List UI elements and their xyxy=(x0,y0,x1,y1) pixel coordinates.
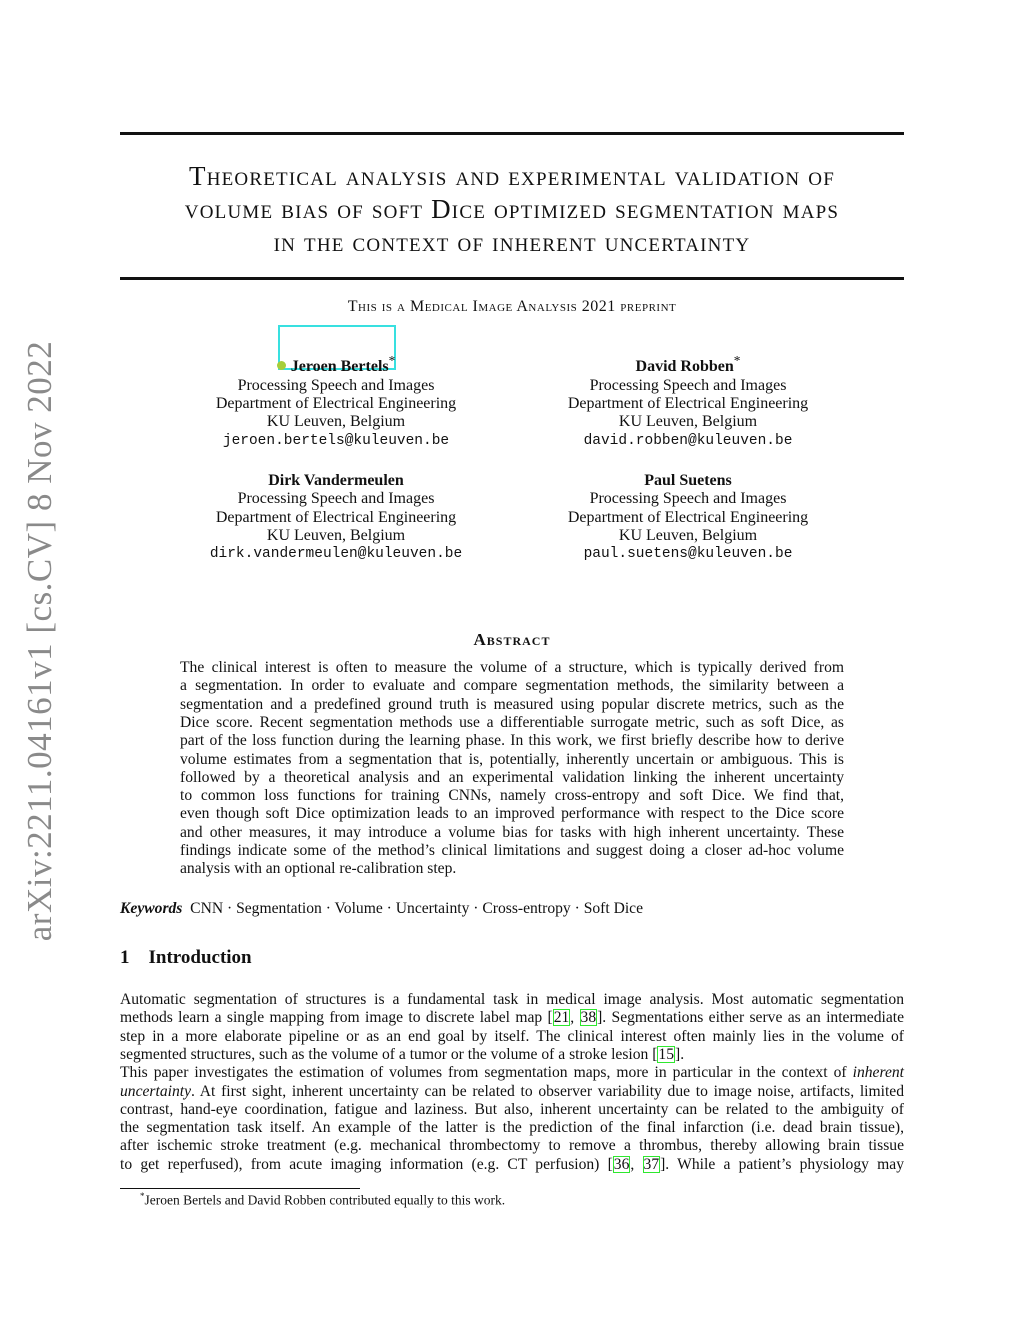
author-email[interactable]: david.robben@kuleuven.be xyxy=(583,432,793,449)
emphasis-text: inherent xyxy=(852,1064,904,1082)
title-line: Theoretical analysis and experimental validation of xyxy=(189,161,835,191)
author-affiliation: KU Leuven, Belgium xyxy=(266,526,406,544)
section-number: 1 xyxy=(120,947,130,968)
abstract-line: The clinical interest is often to measure the volume of a structure, which is typically derived from xyxy=(180,659,844,676)
author-block xyxy=(156,352,516,450)
author-name[interactable]: Jeroen Bertels xyxy=(290,358,389,376)
author-dept: Department of Electrical Engineering xyxy=(567,394,809,412)
text-segment: Automatic segmentation of structures is a fundamental task in medical image analysis. Most automatic segmentation xyxy=(120,991,904,1008)
abstract-line: Dice score. Recent segmentation methods use a differentiable surrogate metric, such as soft Dice, as xyxy=(180,713,844,731)
author-email[interactable]: dirk.vandermeulen@kuleuven.be xyxy=(209,546,463,563)
abstract-line: and other measures, it may introduce a volume bias for tasks with high inherent uncertainty. These xyxy=(180,823,844,841)
author-email[interactable]: paul.suetens@kuleuven.be xyxy=(583,546,793,563)
footnote-mark: * xyxy=(140,1191,145,1201)
abstract-line: a segmentation. In order to evaluate and compare segmentation methods, the similarity between a xyxy=(180,677,844,695)
text-segment: . At first sight, inherent uncertainty can be related to observer variability due to image noise, artifacts, limited xyxy=(191,1082,904,1100)
emphasis-text: uncertainty xyxy=(120,1082,192,1100)
text-segment: ]. Segmentations either serve as an intermediate xyxy=(597,1009,904,1027)
text-segment: This paper investigates the estimation of volumes from segmentation maps, more in particular in the context of xyxy=(120,1064,853,1082)
footnote-rule xyxy=(120,1188,360,1189)
author-affiliation: KU Leuven, Belgium xyxy=(266,413,406,431)
abstract-line: analysis with an optional re-calibration step. xyxy=(180,860,457,878)
intro-line xyxy=(120,1064,904,1082)
citation-link[interactable]: 37 xyxy=(643,1155,660,1173)
abstract-line: followed by a theoretical analysis and an experimental validation linking the inherent uncertainty xyxy=(180,768,844,786)
text-segment: to get reperfused), from acute imaging information (e.g. CT perfusion) [ xyxy=(120,1155,613,1173)
text-segment: step in a more elaborate pipeline or as an end goal by itself. The clinical interest often mainly lies in the volume of xyxy=(120,1027,904,1045)
title-top-rule xyxy=(120,132,904,135)
abstract-line: segmentation and a predefined ground truth is measured using popular discrete metrics, such as the xyxy=(180,695,844,713)
keywords-label: Keywords xyxy=(120,900,183,917)
author-name: Dirk Vandermeulen xyxy=(268,472,404,489)
author-block xyxy=(156,472,516,563)
section-heading xyxy=(120,947,252,969)
author-block xyxy=(508,472,868,563)
author-name: David Robben xyxy=(635,358,734,376)
author-mark: * xyxy=(733,353,741,368)
preprint-note: This is a Medical Image Analysis 2021 preprint xyxy=(347,298,677,315)
keywords-text: CNN · Segmentation · Volume · Uncertainty · Cross-entropy · Soft Dice xyxy=(190,900,644,917)
author-dept: Department of Electrical Engineering xyxy=(215,394,457,412)
section-title: Introduction xyxy=(148,947,252,968)
text-segment: contrast, hand-eye coordination, fatigue and laziness. But also, inherent uncertainty can be related to the ambiguity of xyxy=(120,1100,904,1118)
text-segment: methods learn a single mapping from image to discrete label map [ xyxy=(120,1009,553,1027)
citation-link[interactable]: 36 xyxy=(613,1155,630,1173)
text-segment: , xyxy=(570,1009,580,1027)
text-segment: ]. xyxy=(675,1045,685,1063)
intro-line xyxy=(120,1101,904,1119)
intro-line xyxy=(120,1137,904,1155)
abstract-heading: Abstract xyxy=(473,630,551,649)
author-affiliation: KU Leuven, Belgium xyxy=(618,413,758,431)
author-block xyxy=(508,352,868,450)
author-dept: Department of Electrical Engineering xyxy=(567,508,809,526)
text-segment: ]. While a patient’s physiology may xyxy=(660,1155,905,1173)
arxiv-identifier[interactable]: arXiv:2211.04161v1 [cs.CV] 8 Nov 2022 xyxy=(20,340,59,942)
abstract-line: part of the loss function during the learning phase. In this work, we first briefly describe how to derive xyxy=(180,732,844,750)
footnote xyxy=(140,1191,505,1209)
title-line: volume bias of soft Dice optimized segmentation maps xyxy=(184,194,840,224)
author-group: Processing Speech and Images xyxy=(589,490,787,508)
author-name: Paul Suetens xyxy=(644,472,732,489)
text-segment: the segmentation task itself. An example of the latter is the prediction of the final infarction (i.e. dead brain tissue), xyxy=(120,1119,904,1137)
author-email[interactable]: jeroen.bertels@kuleuven.be xyxy=(222,432,450,449)
intro-line xyxy=(120,1046,904,1064)
author-group: Processing Speech and Images xyxy=(237,490,435,508)
intro-line xyxy=(120,1009,904,1027)
citation-link[interactable]: 21 xyxy=(553,1009,570,1027)
text-segment: , xyxy=(630,1155,643,1173)
author-dept: Department of Electrical Engineering xyxy=(215,508,457,526)
author-mark: * xyxy=(388,353,396,368)
title-line: in the context of inherent uncertainty xyxy=(273,227,751,257)
citation-link[interactable]: 38 xyxy=(580,1009,597,1027)
author-affiliation: KU Leuven, Belgium xyxy=(618,526,758,544)
abstract-line: findings indicate some of the method’s clinical limitations and suggest doing a closer ad-hoc volume xyxy=(180,842,844,859)
citation-link[interactable]: 15 xyxy=(658,1045,675,1063)
footnote-text: Jeroen Bertels and David Robben contributed equally to this work. xyxy=(144,1192,506,1208)
author-group: Processing Speech and Images xyxy=(237,376,435,394)
intro-line xyxy=(120,1028,904,1046)
title-bottom-rule xyxy=(120,277,904,280)
intro-line xyxy=(120,1119,904,1137)
text-segment: segmented structures, such as the volume of a tumor or the volume of a stroke lesion [ xyxy=(120,1045,658,1063)
abstract-line: to common loss functions for training CNNs, namely cross-entropy and soft Dice. We find that, xyxy=(180,787,844,805)
intro-line xyxy=(120,1083,904,1101)
orcid-icon[interactable] xyxy=(277,361,286,370)
keywords xyxy=(120,900,643,918)
intro-line xyxy=(120,991,904,1009)
paper-title xyxy=(110,160,914,259)
text-segment: after ischemic stroke treatment (e.g. mechanical thrombectomy to remove a thrombus, thereby allowing brain tissue xyxy=(120,1137,904,1155)
intro-line xyxy=(120,1156,904,1174)
abstract-line: even though soft Dice optimization leads to an improved performance with respect to the Dice score xyxy=(180,805,844,823)
abstract-line: volume estimates from a segmentation that is, potentially, inherently uncertain or ambiguous. This is xyxy=(180,750,844,768)
author-group: Processing Speech and Images xyxy=(589,376,787,394)
